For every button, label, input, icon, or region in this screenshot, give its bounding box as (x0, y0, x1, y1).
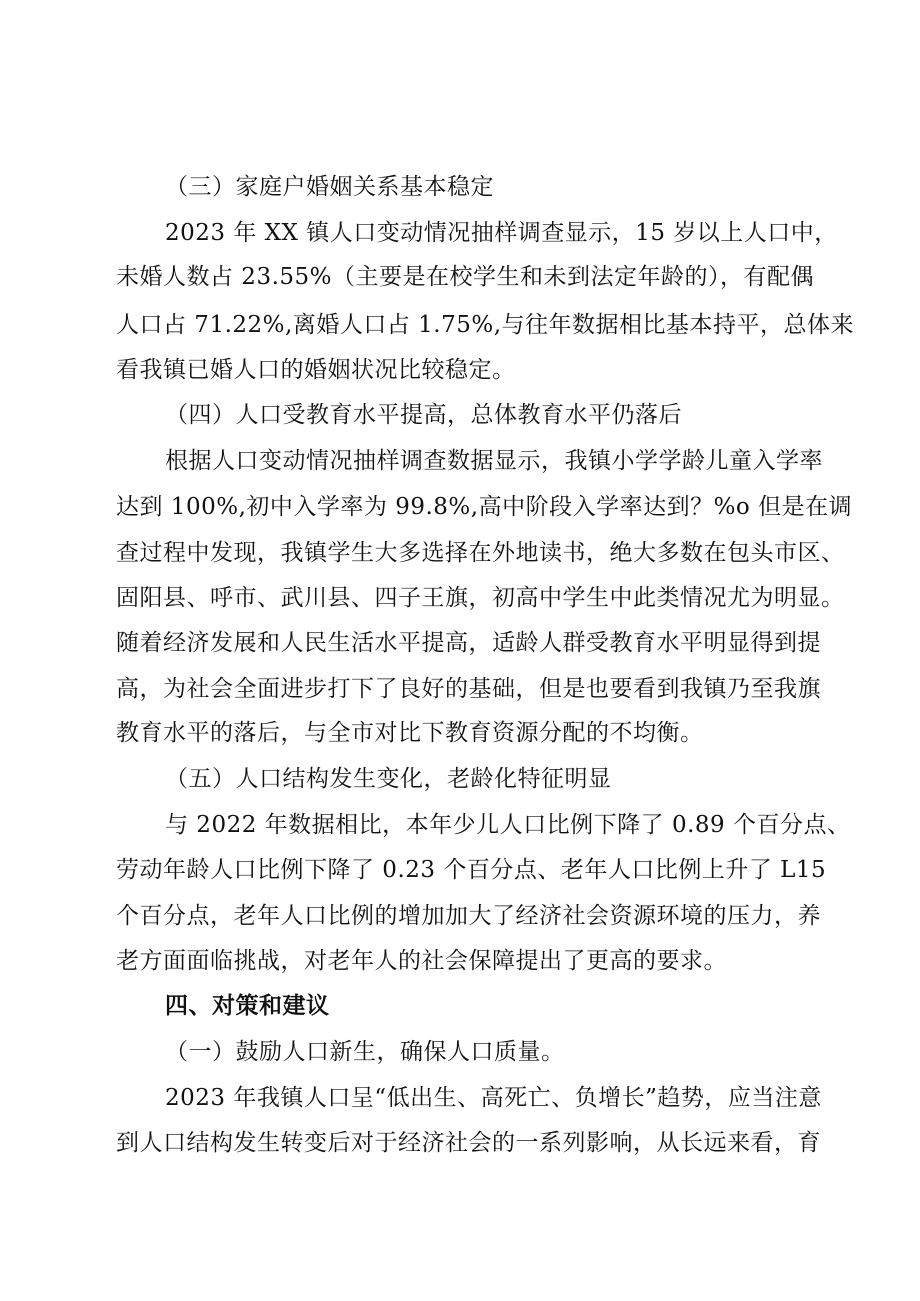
paragraph-line: 随着经济发展和人民生活水平提高，适龄人群受教育水平明显得到提 (116, 630, 821, 656)
paragraph-line: 到人口结构发生转变后对于经济社会的一系列影响，从长远来看，育 (116, 1130, 821, 1156)
subsection-heading-encourage-births: （一）鼓励人口新生，确保人口质量。 (165, 1039, 565, 1065)
paragraph-line: 个百分点，老年人口比例的增加加大了经济社会资源环境的压力，养 (116, 903, 821, 929)
paragraph-line: 与 2022 年数据相比，本年少儿人口比例下降了 0.89 个百分点、 (165, 812, 851, 838)
paragraph-line: 未婚人数占 23.55%（主要是在校学生和未到法定年龄的），有配偶 (116, 264, 815, 290)
paragraph-line: 看我镇已婚人口的婚姻状况比较稳定。 (116, 357, 516, 383)
paragraph-line: 2023 年我镇人口呈“低出生、高死亡、负增长”趋势，应当注意 (165, 1085, 822, 1111)
paragraph-line: 人口占 71.22%,离婚人口占 1.75%,与往年数据相比基本持平，总体来 (116, 312, 855, 338)
paragraph-line: 达到 100%,初中入学率为 99.8%,高中阶段入学率达到？%o 但是在调 (116, 494, 853, 520)
paragraph-line: 老方面面临挑战，对老年人的社会保障提出了更高的要求。 (116, 948, 727, 974)
paragraph-line: 固阳县、呼市、武川县、四子王旗，初高中学生中此类情况尤为明显。 (116, 585, 845, 611)
section-heading-aging: （五）人口结构发生变化，老龄化特征明显 (165, 766, 612, 792)
paragraph-line: 查过程中发现，我镇学生大多选择在外地读书，绝大多数在包头市区、 (116, 540, 845, 566)
paragraph-line: 2023 年 XX 镇人口变动情况抽样调查显示，15 岁以上人口中， (165, 220, 838, 246)
section-heading-marriage: （三）家庭户婚姻关系基本稳定 (165, 174, 494, 200)
section-heading-education: （四）人口受教育水平提高，总体教育水平仍落后 (165, 402, 682, 428)
paragraph-line: 劳动年龄人口比例下降了 0.23 个百分点、老年人口比例上升了 L15 (116, 857, 827, 883)
paragraph-line: 根据人口变动情况抽样调查数据显示，我镇小学学龄儿童入学率 (165, 448, 823, 474)
paragraph-line: 高，为社会全面进步打下了良好的基础，但是也要看到我镇乃至我旗 (116, 676, 821, 702)
part-heading-countermeasures: 四、对策和建议 (165, 993, 330, 1019)
paragraph-line: 教育水平的落后，与全市对比下教育资源分配的不均衡。 (116, 720, 704, 746)
